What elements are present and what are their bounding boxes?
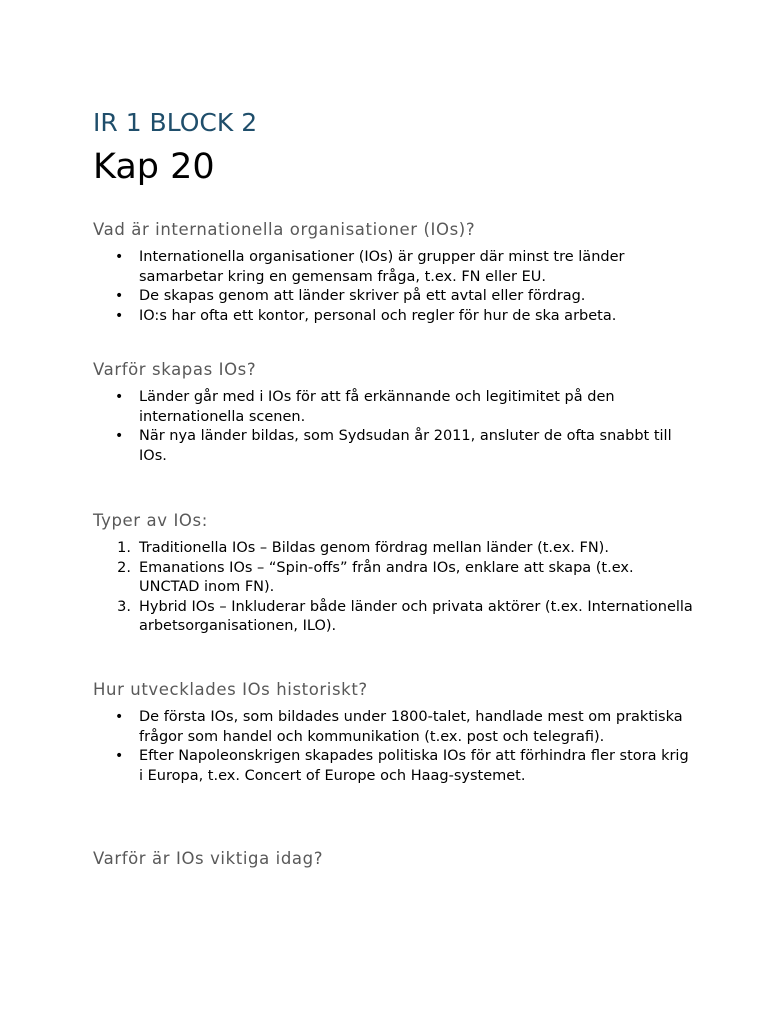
list-number: 3. bbox=[117, 598, 131, 615]
section-heading: Hur utvecklades IOs historiskt? bbox=[93, 680, 368, 699]
list-item bbox=[93, 747, 693, 786]
list-item-text: De skapas genom att länder skriver på ett avtal eller fördrag. bbox=[139, 288, 586, 305]
document-subtitle: IR 1 BLOCK 2 bbox=[93, 108, 258, 137]
bullet-list bbox=[93, 708, 693, 786]
list-item-text: Traditionella IOs – Bildas genom fördrag mellan länder (t.ex. FN). bbox=[139, 540, 609, 556]
bullet-dot-icon: • bbox=[115, 709, 124, 725]
list-number: 1. bbox=[117, 540, 131, 556]
section-heading: Varför är IOs viktiga idag? bbox=[93, 849, 324, 868]
list-item-text: Länder går med i IOs för att få erkännande och legitimitet på den internationella scenen. bbox=[139, 389, 615, 425]
list-item bbox=[93, 708, 693, 747]
numbered-list bbox=[93, 539, 693, 637]
section-types-of-ios bbox=[93, 510, 693, 637]
section-history-of-ios bbox=[93, 679, 693, 786]
list-item-text: När nya länder bildas, som Sydsudan år 2011, ansluter de ofta snabbt till IOs. bbox=[139, 428, 672, 464]
list-item-text: Hybrid IOs – Inkluderar både länder och privata aktörer (t.ex. Internationella arbetsorganisationen, ILO). bbox=[139, 598, 693, 635]
list-item-text: De första IOs, som bildades under 1800-talet, handlade mest om praktiska frågor som handel och kommunikation (t.ex. post och telegrafi). bbox=[139, 709, 683, 745]
bullet-dot-icon: • bbox=[115, 288, 124, 305]
list-item bbox=[93, 248, 693, 287]
document-title: Kap 20 bbox=[93, 147, 215, 187]
section-what-are-ios bbox=[93, 219, 693, 326]
list-item bbox=[93, 427, 693, 466]
bullet-list bbox=[93, 388, 693, 466]
list-item bbox=[93, 307, 693, 327]
list-item bbox=[93, 539, 693, 559]
list-item bbox=[93, 559, 693, 598]
list-item-text: IO:s har ofta ett kontor, personal och regler för hur de ska arbeta. bbox=[139, 307, 617, 324]
bullet-dot-icon: • bbox=[115, 307, 124, 324]
list-item bbox=[93, 287, 693, 307]
bullet-dot-icon: • bbox=[115, 748, 124, 765]
section-why-ios-important bbox=[93, 848, 693, 870]
bullet-dot-icon: • bbox=[115, 249, 124, 265]
list-item-text: Emanations IOs – “Spin-offs” från andra IOs, enklare att skapa (t.ex. UNCTAD inom FN). bbox=[139, 559, 634, 596]
list-item bbox=[93, 598, 693, 637]
section-why-ios-created bbox=[93, 359, 693, 466]
bullet-dot-icon: • bbox=[115, 428, 124, 445]
list-number: 2. bbox=[117, 559, 131, 576]
bullet-list bbox=[93, 248, 693, 326]
list-item-text: Internationella organisationer (IOs) är grupper där minst tre länder samarbetar kring en gemensam fråga, t.ex. FN eller EU. bbox=[139, 249, 625, 285]
section-heading: Vad är internationella organisationer (IOs)? bbox=[93, 220, 476, 239]
list-item bbox=[93, 388, 693, 427]
section-heading: Varför skapas IOs? bbox=[93, 360, 257, 379]
list-item-text: Efter Napoleonskrigen skapades politiska IOs för att förhindra fler stora krig i Europa, t.ex. Concert of Europe och Haag-systemet. bbox=[139, 748, 689, 784]
section-heading: Typer av IOs: bbox=[93, 511, 208, 530]
bullet-dot-icon: • bbox=[115, 389, 124, 405]
